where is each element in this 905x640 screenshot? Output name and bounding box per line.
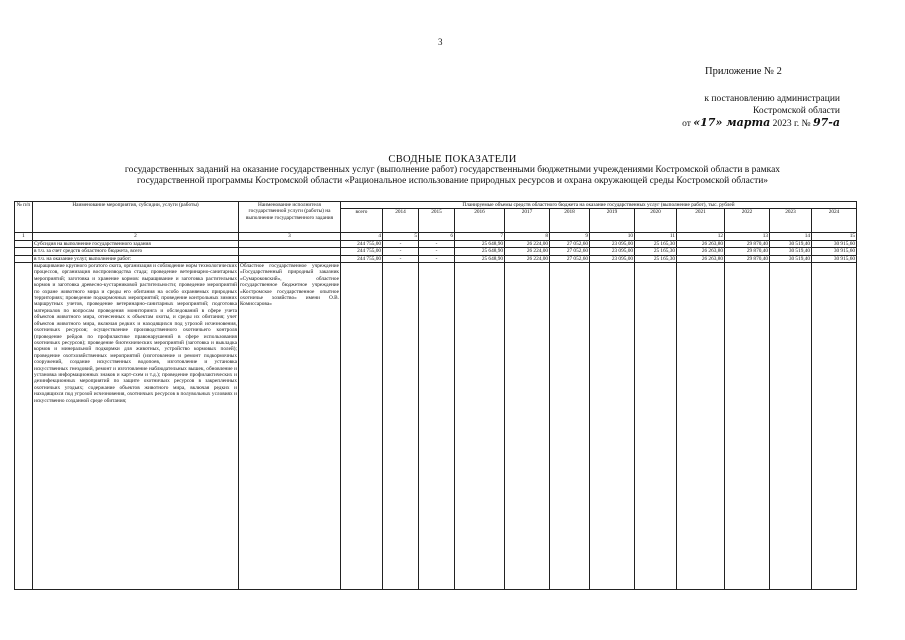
row-name: в т.ч. за счет средств областного бюджета, всего	[33, 248, 239, 255]
table-header-row-1	[15, 202, 857, 209]
row-value: 30 915,60	[812, 255, 857, 262]
decree-from: от	[682, 119, 691, 129]
row-value: -	[419, 248, 455, 255]
col-number: 8	[505, 233, 550, 240]
col-number: 12	[677, 233, 725, 240]
row-executor	[239, 240, 341, 247]
row-value: 26 263,80	[677, 240, 725, 247]
decree-year: 2023 г. №	[772, 119, 811, 129]
row-value: 30 519,40	[770, 248, 812, 255]
page-number: 3	[438, 37, 443, 47]
row-value: 25 648,90	[455, 248, 505, 255]
row-executor	[239, 248, 341, 255]
row-value: -	[383, 255, 419, 262]
header-year: 2018	[550, 209, 590, 233]
col-number: 1	[15, 233, 33, 240]
row-value: 29 870,40	[725, 255, 770, 262]
row-value: 29 870,40	[725, 240, 770, 247]
detail-executor: Областное государственное учреждение «Государственный природный заказник «Сумароковский», областное государственное бюджетное учреждение «Костромское государственное опытное охотничье хозяйство» имени О.В. Комиссарова»	[239, 263, 341, 590]
col-number: 5	[383, 233, 419, 240]
col-number: 2	[33, 233, 239, 240]
header-no: № п/п	[15, 202, 33, 233]
appendix-label: Приложение № 2	[705, 66, 782, 77]
table-row-detail	[15, 263, 857, 590]
row-value: 30 519,40	[770, 240, 812, 247]
row-value: 23 095,00	[590, 255, 635, 262]
row-value: 25 165,30	[635, 240, 677, 247]
col-number: 7	[455, 233, 505, 240]
decree-line-1: к постановлению администрации	[704, 94, 840, 104]
header-year: 2022	[725, 209, 770, 233]
col-number: 13	[725, 233, 770, 240]
header-year: 2015	[419, 209, 455, 233]
decree-line-2: Костромской области	[753, 106, 840, 116]
row-value: 30 519,40	[770, 255, 812, 262]
col-number: 15	[812, 233, 857, 240]
row-value: 244 755,00	[341, 248, 383, 255]
col-number: 4	[341, 233, 383, 240]
handwritten-number: 97-а	[812, 116, 840, 129]
row-value: 25 165,30	[635, 255, 677, 262]
row-value: 30 915,60	[812, 240, 857, 247]
column-number-row	[15, 233, 857, 240]
row-value: 244 755,00	[341, 240, 383, 247]
row-value: 26 224,00	[505, 240, 550, 247]
header-year: 2020	[635, 209, 677, 233]
row-value: 23 095,00	[590, 240, 635, 247]
document-heading	[40, 154, 865, 187]
decree-date-line	[600, 117, 840, 130]
col-number: 9	[550, 233, 590, 240]
row-executor	[239, 255, 341, 262]
heading-line-2: государственных заданий на оказание государственных услуг (выполнение работ) государственными бюджетными учреждениями Костромской области в рамках	[124, 165, 781, 175]
col-number: 11	[635, 233, 677, 240]
table-row	[15, 255, 857, 262]
row-value: 30 915,60	[812, 248, 857, 255]
document-title: СВОДНЫЕ ПОКАЗАТЕЛИ	[388, 154, 517, 165]
row-value: 25 648,90	[455, 255, 505, 262]
row-value: 29 870,40	[725, 248, 770, 255]
handwritten-date: «17» марта	[693, 116, 771, 129]
row-value: 25 648,90	[455, 240, 505, 247]
heading-line-3: государственной программы Костромской области «Рациональное использование природных ресурсов и охрана окружающей среды Костромской области»	[136, 176, 769, 186]
table-row	[15, 240, 857, 247]
col-number: 10	[590, 233, 635, 240]
row-value: -	[383, 248, 419, 255]
row-value: 26 224,00	[505, 255, 550, 262]
row-value: 244 755,00	[341, 255, 383, 262]
header-executor: Наименование исполнителя государственной услуги (работы) на выполнение государственного задания	[239, 202, 341, 233]
header-year: 2017	[505, 209, 550, 233]
row-value: 23 095,00	[590, 248, 635, 255]
row-name: в т.ч. на оказание услуг, выполнение работ:	[33, 255, 239, 262]
decree-reference	[600, 93, 840, 130]
header-year: всего	[341, 209, 383, 233]
header-name: Наименование мероприятия, субсидии, услуги (работы)	[33, 202, 239, 233]
row-value: 27 052,60	[550, 248, 590, 255]
detail-activities: выращивание крупного рогатого скота, организация и соблюдение норм технологических процессов, организация воспроизводства стада; проведение ветеринарно-санитарных мероприятий; заготовка и хранение кормов: выращивание и заготовка растительных кормов и заготовка древесно-кустарниковой растительности; проведение мероприятий по охране животного мира и среды его обитания на особо охраняемых природных территориях; проведение подкормочных мероприятий; проведение контрольных зимних маршрутных учетов, проведение ветеринарно-санитарных мероприятий; подготовка материалов по вопросам проведения мониторинга и обследований в сфере учета объектов животного мира, отнесенных к объектам охоты, и среды их обитания; учет объектов животного мира, включая редких и находящихся под угрозой исчезновения, охотничьих ресурсов; осуществление производственного охотничьего контроля (проведение рейдов по профилактике правонарушений в сфере использования охотничьих ресурсов); проведение биотехнических мероприятий (заготовка и выкладка кормов и минеральной подкормки для животных, устройство кормовых полей); проведение охотхозяйственных мероприятий (изготовление и ремонт подкормочных сооружений, создание искусственных водопоев, изготовление и установка искусственных гнездовий, ремонт и изготовление наблюдательных вышек, обновление и установка информационных знаков и карт-схем и т.д.); проведение профилактических и дезинфекционных мероприятий по защите охотничьих ресурсов в закрепленных охотничьих угодьях; содержание объектов животного мира, включая редких и находящихся под угрозой исчезновения, охотничьих ресурсов в полувольных условиях и искусственно созданной среде обитания;	[33, 263, 239, 590]
header-year: 2023	[770, 209, 812, 233]
col-number: 3	[239, 233, 341, 240]
row-value: -	[419, 255, 455, 262]
indicators-table	[14, 201, 857, 590]
header-year: 2021	[677, 209, 725, 233]
col-number: 14	[770, 233, 812, 240]
row-name: Субсидия на выполнение государственного задания	[33, 240, 239, 247]
row-value: 26 224,00	[505, 248, 550, 255]
header-year: 2014	[383, 209, 419, 233]
row-value: 25 165,30	[635, 248, 677, 255]
row-value: 27 052,60	[550, 240, 590, 247]
row-value: -	[383, 240, 419, 247]
table-row	[15, 248, 857, 255]
row-value: -	[419, 240, 455, 247]
header-year: 2024	[812, 209, 857, 233]
header-year: 2016	[455, 209, 505, 233]
row-value: 27 052,60	[550, 255, 590, 262]
col-number: 6	[419, 233, 455, 240]
row-value: 26 263,80	[677, 248, 725, 255]
header-planned: Планируемые объемы средств областного бюджета на оказание государственных услуг (выполнение работ), тыс. рублей	[341, 202, 857, 209]
row-value: 26 263,80	[677, 255, 725, 262]
header-year: 2019	[590, 209, 635, 233]
